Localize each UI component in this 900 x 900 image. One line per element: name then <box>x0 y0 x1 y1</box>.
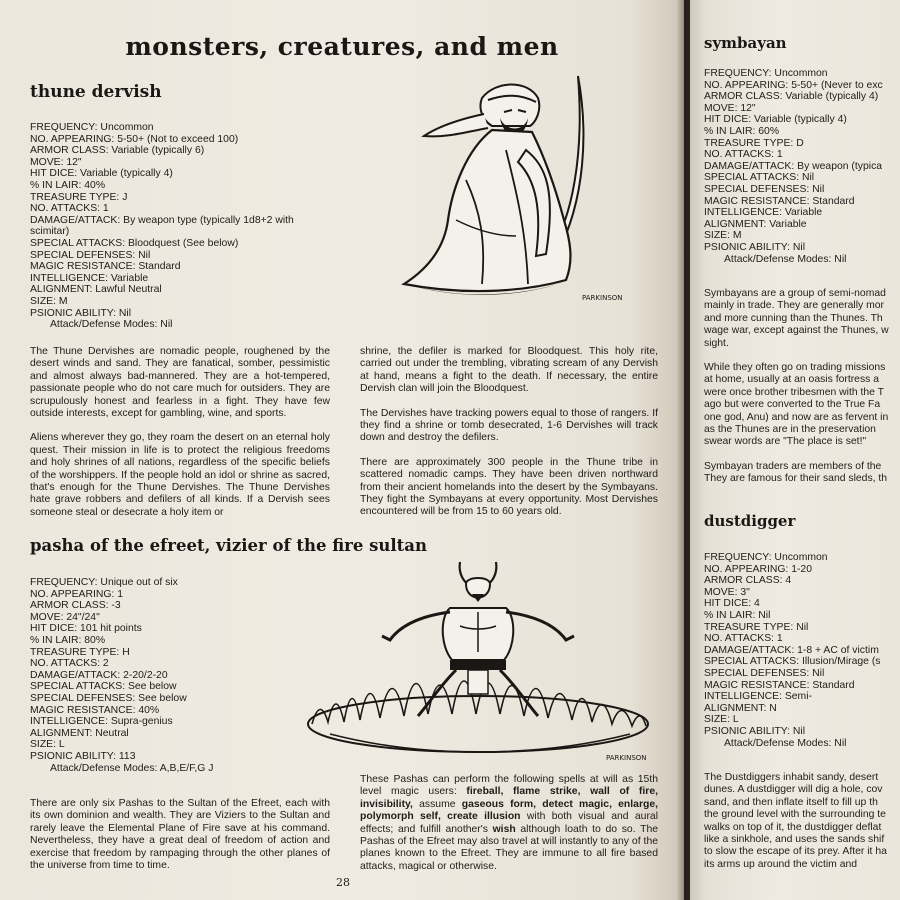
stat-line: INTELLIGENCE: Semi- <box>704 691 812 703</box>
paragraph: shrine, the defiler is marked for Bloodquest. This holy rite, carried out under the trembling, vibrating scream of any Dervish at hand, means a fight to the death. If necessary, the entire Dervish clan will join the Bloodquest. <box>360 346 658 395</box>
stat-line: NO. ATTACKS: 1 <box>704 149 783 161</box>
text-run: assume <box>412 798 462 810</box>
stat-line: DAMAGE/ATTACK: 2-20/2-20 <box>30 669 168 681</box>
paragraph <box>360 774 658 873</box>
text-line: They are famous for their sand sleds, th <box>704 473 888 485</box>
stat-line: MOVE: 12" <box>704 102 756 114</box>
stat-line: FREQUENCY: Uncommon <box>704 68 828 79</box>
stat-line: FREQUENCY: Uncommon <box>30 122 154 133</box>
stat-line: MOVE: 24"/24" <box>30 611 100 623</box>
paragraph: Aliens wherever they go, they roam the desert on an eternal holy quest. Their mission in life is to protect the religious freedoms and holy shrines of all nations, regardless of the specific beliefs of the worshippers. If the people hold an idol or shrine as sacred, that's enough for the Thune Dervishes. The Thune Dervishes hate grave robbers and defilers of all kinds. If a Dervish sees someone steal or desecrate a holy item or <box>30 432 330 518</box>
text-line: its arms up around the victim and <box>704 858 858 870</box>
text-line: at home, usually at an oasis fortress a <box>704 374 879 386</box>
text-line: one god, Anu) and now are as fervent in <box>704 411 889 423</box>
stat-line: MAGIC RESISTANCE: 40% <box>30 704 160 716</box>
stat-line: NO. APPEARING: 1 <box>30 588 123 600</box>
stat-line: ARMOR CLASS: Variable (typically 6) <box>30 145 205 157</box>
stat-line: NO. APPEARING: 5-50+ (Not to exceed 100) <box>30 133 239 145</box>
thune-stat-block <box>30 122 294 331</box>
stat-line: MOVE: 3" <box>704 586 750 598</box>
stat-line: FREQUENCY: Uncommon <box>704 552 828 563</box>
text-line: to slow the escape of its prey. After it ha <box>704 846 887 858</box>
stat-line: TREASURE TYPE: H <box>30 646 130 658</box>
stat-line: SIZE: M <box>30 295 68 307</box>
stat-line: SIZE: L <box>704 714 739 726</box>
stat-line: FREQUENCY: Unique out of six <box>30 577 178 588</box>
text-line: wage war, except against the Thunes, w <box>704 325 889 337</box>
stat-line: SIZE: L <box>30 739 65 751</box>
stat-line: ALIGNMENT: Neutral <box>30 727 129 739</box>
stat-line: HIT DICE: Variable (typically 4) <box>30 168 173 180</box>
stat-line-indented: Attack/Defense Modes: Nil <box>50 319 173 331</box>
stat-line: SPECIAL ATTACKS: Illusion/Mirage (s <box>704 656 881 668</box>
stat-line-indented: Attack/Defense Modes: Nil <box>724 737 847 749</box>
spell-list: fireball, flame strike, wall of fire, invisibility, <box>360 786 658 810</box>
dervish-illustration <box>396 70 652 310</box>
stat-line: NO. ATTACKS: 1 <box>704 633 783 645</box>
stat-line: DAMAGE/ATTACK: 1-8 + AC of victim <box>704 644 879 656</box>
stat-line: INTELLIGENCE: Supra-genius <box>30 716 173 728</box>
thune-text-col1 <box>30 346 330 531</box>
text-line: The Dustdiggers inhabit sandy, desert <box>704 772 879 783</box>
thune-heading: thune dervish <box>30 82 162 102</box>
stat-line: % IN LAIR: 60% <box>704 125 780 137</box>
stat-line: SIZE: M <box>704 230 742 242</box>
stat-line: PSIONIC ABILITY: 113 <box>30 750 136 762</box>
stat-line: DAMAGE/ATTACK: By weapon type (typically 1d8+2 with <box>30 214 294 226</box>
stat-line-indented: Attack/Defense Modes: Nil <box>724 253 847 265</box>
stat-line: MAGIC RESISTANCE: Standard <box>704 195 855 207</box>
paragraph: The Thune Dervishes are nomadic people, roughened by the desert winds and sand. They are fanatical, somber, pessimistic and almost always bad-mannered. They are a hot-tempered, passionate people who do not care much for outsiders. They are scrupulously honest and fearless in a fight. They have few outside interests, except for gambling, wine, and sports. <box>30 346 330 420</box>
text-line: as the Thunes are in the preservation <box>704 424 876 436</box>
text-line: walks on top of it, the dustdigger deflat <box>704 821 882 833</box>
stat-line: SPECIAL ATTACKS: Nil <box>704 172 815 184</box>
text-line: sight. <box>704 337 729 349</box>
stat-line: ARMOR CLASS: 4 <box>704 575 792 587</box>
stat-line: PSIONIC ABILITY: Nil <box>704 241 806 253</box>
dustdigger-stat-block <box>704 552 881 749</box>
symbayan-heading: symbayan <box>704 34 787 52</box>
stat-line: TREASURE TYPE: J <box>30 191 128 203</box>
stat-line: SPECIAL ATTACKS: Bloodquest (See below) <box>30 237 239 249</box>
paragraph: The Dervishes have tracking powers equal to those of rangers. If they find a shrine or tomb desecrated, 1-6 Dervishes will track down and destroy the defilers. <box>360 407 658 444</box>
pasha-text-col1 <box>30 798 330 884</box>
pasha-heading: pasha of the efreet, vizier of the fire sultan <box>30 536 427 555</box>
efreet-signature: PARKINSON <box>606 754 647 762</box>
dustdigger-heading: dustdigger <box>704 512 796 530</box>
stat-line: INTELLIGENCE: Variable <box>30 272 149 284</box>
text-run: These Pashas can perform the following spells at will as 15th level magic users: <box>360 774 658 798</box>
stat-line: ALIGNMENT: N <box>704 702 777 714</box>
stat-line: ALIGNMENT: Lawful Neutral <box>30 284 162 296</box>
symbayan-stat-block <box>704 68 883 265</box>
text-line: dunes. A dustdigger will dig a hole, cov <box>704 784 883 796</box>
stat-line: TREASURE TYPE: Nil <box>704 621 809 633</box>
dervish-signature: PARKINSON <box>582 294 623 302</box>
stat-line: MAGIC RESISTANCE: Standard <box>30 261 181 273</box>
stat-line: % IN LAIR: 40% <box>30 179 106 191</box>
stat-line-indented: Attack/Defense Modes: A,B,E/F,G J <box>50 762 214 774</box>
symbayan-text <box>704 288 889 486</box>
text-line: were once brother tribesmen with the T <box>704 386 884 398</box>
stat-line: ARMOR CLASS: Variable (typically 4) <box>704 91 879 103</box>
text-line: the ground level with the surrounding te <box>704 809 886 821</box>
stat-line: MOVE: 12" <box>30 156 82 168</box>
text-line: Symbayan traders are members of the <box>704 460 882 472</box>
paragraph: There are only six Pashas to the Sultan of the Efreet, each with its own dominion and wealth. They are Viziers to the Sultan and rarely leave the Elemental Plane of Fire save at his command. Nevertheless, they have a great deal of freedom of action and exercise that freedom by rampaging through the other planes of the universe from time to time. <box>30 798 330 872</box>
stat-line: TREASURE TYPE: D <box>704 137 804 149</box>
stat-line: SPECIAL DEFENSES: Nil <box>704 183 825 195</box>
right-page <box>690 0 900 900</box>
stat-line: PSIONIC ABILITY: Nil <box>704 725 806 737</box>
stat-line: % IN LAIR: 80% <box>30 634 106 646</box>
stat-line: NO. APPEARING: 5-50+ (Never to exc <box>704 79 883 91</box>
text-line: sand, and then inflate itself to fill up th <box>704 796 878 808</box>
spell-name: wish <box>492 823 516 835</box>
stat-line: SPECIAL DEFENSES: See below <box>30 692 187 704</box>
text-line: like a sinkhole, and uses the sands shif <box>704 834 885 846</box>
paragraph: There are approximately 300 people in the Thune tribe in scattered nomadic camps. They have been driven northward from their ancient homelands into the desert by the Symbayans. They fight the Symbayans at every opportunity. Most Dervishes encountered will be from 15 to 60 years old. <box>360 456 658 518</box>
stat-line: ALIGNMENT: Variable <box>704 218 807 230</box>
text-run: with both visual and aural effects; and fulfill another's <box>360 811 658 835</box>
stat-line: INTELLIGENCE: Variable <box>704 207 823 219</box>
stat-line: MAGIC RESISTANCE: Standard <box>704 679 855 691</box>
pasha-text-col2 <box>360 774 658 885</box>
stat-line: ARMOR CLASS: -3 <box>30 600 121 612</box>
page-number: 28 <box>336 876 350 889</box>
stat-line: % IN LAIR: Nil <box>704 609 771 621</box>
dustdigger-text <box>704 772 887 871</box>
efreet-illustration <box>300 556 660 766</box>
stat-line: SPECIAL ATTACKS: See below <box>30 681 177 693</box>
text-line: mainly in trade. They are generally mor <box>704 300 884 312</box>
spell-list: gaseous form, detect magic, enlarge, polymorph self, create illusion <box>360 798 658 823</box>
stat-line: NO. ATTACKS: 2 <box>30 658 109 670</box>
pasha-stat-block <box>30 577 213 774</box>
stat-line: NO. APPEARING: 1-20 <box>704 563 812 575</box>
stat-line: SPECIAL DEFENSES: Nil <box>704 667 825 679</box>
text-line: and more cunning than the Thunes. Th <box>704 312 883 324</box>
stat-line: HIT DICE: Variable (typically 4) <box>704 114 847 126</box>
text-run: although loath to do so. The Pashas of the Efreet may also travel at will instantly to any of the planes known to the Efreet. They are immune to all fire based attacks, magical or otherwise. <box>360 823 658 872</box>
stat-line: HIT DICE: 4 <box>704 598 760 610</box>
page-title: monsters, creatures, and men <box>125 32 559 61</box>
stat-line: PSIONIC ABILITY: Nil <box>30 307 132 319</box>
stat-line: SPECIAL DEFENSES: Nil <box>30 249 151 261</box>
stat-line: scimitar) <box>30 226 70 238</box>
stat-line: HIT DICE: 101 hit points <box>30 623 142 635</box>
text-line: swear words are "The place is set!" <box>704 436 867 448</box>
stat-line: DAMAGE/ATTACK: By weapon (typica <box>704 160 883 172</box>
stat-line: NO. ATTACKS: 1 <box>30 203 109 215</box>
text-line: ago but were converted to the True Fa <box>704 399 881 411</box>
text-line: While they often go on trading missions <box>704 362 886 374</box>
text-line: Symbayans are a group of semi-nomad <box>704 288 886 299</box>
thune-text-col2 <box>360 346 658 531</box>
